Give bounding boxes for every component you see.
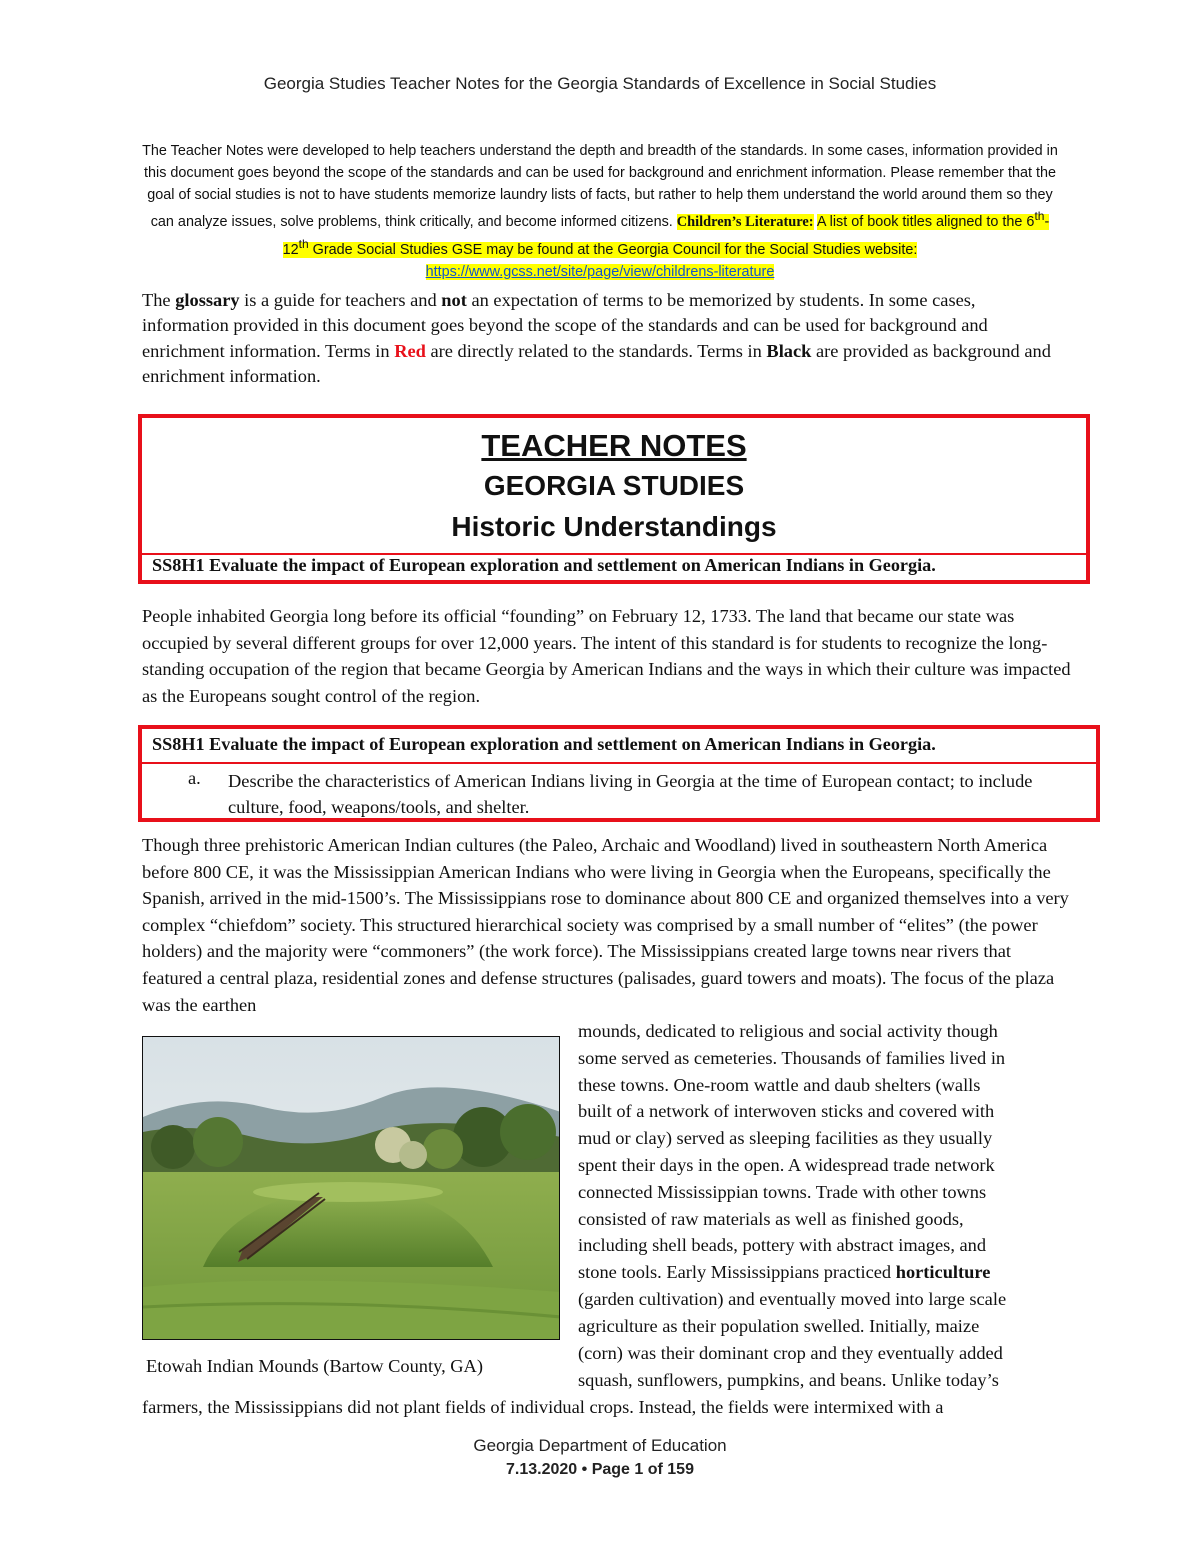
text-line: mud or clay) served as sleeping facilities as they usually — [578, 1128, 993, 1149]
element-a-text: Describe the characteristics of American Indians living in Georgia at the time of European contact; to include culture, food, weapons/tools, and shelter. — [228, 771, 1033, 817]
text-line — [578, 1259, 1078, 1286]
teacher-notes-heading: TEACHER NOTES — [481, 428, 747, 463]
superscript-th: th — [298, 236, 309, 251]
text-line: farmers, the Mississippians did not plant fields of individual crops. Instead, the fields were intermixed with a — [142, 1397, 944, 1417]
glossary-text: The — [142, 290, 176, 310]
childrens-literature-text-a: A list of book titles aligned to the 6 — [816, 214, 1035, 231]
standard-ss8h1-title: SS8H1 Evaluate the impact of European exploration and settlement on American Indians in Georgia. — [152, 734, 936, 754]
childrens-literature-text-c: Grade Social Studies GSE may be found at the Georgia Council for the Social Studies website: — [308, 241, 918, 258]
text-line: built of a network of interwoven sticks and covered with — [578, 1101, 995, 1122]
page-header-title: Georgia Studies Teacher Notes for the Georgia Standards of Excellence in Social Studies — [263, 74, 937, 93]
horticulture-term: horticulture — [895, 1262, 991, 1283]
text-line-part: stone tools. Early Mississippians practiced — [578, 1262, 896, 1283]
georgia-studies-heading: GEORGIA STUDIES — [483, 470, 745, 501]
etowah-mounds-photo — [142, 1036, 560, 1340]
text-line: some served as cemeteries. Thousands of families lived in — [578, 1047, 1006, 1068]
glossary-text: is a guide for teachers and — [239, 290, 442, 310]
glossary-text: an expectation of terms to be memorized by students. In some cases, information provided in this document goes beyond the scope of the standards and can be used for background and enrichment information. Terms in — [142, 290, 988, 361]
text-line: these towns. One-room wattle and daub shelters (walls — [578, 1074, 981, 1095]
glossary-bold-not: not — [441, 290, 467, 310]
text-line: squash, sunflowers, pumpkins, and beans. Unlike today’s — [578, 1370, 999, 1390]
text-line: consisted of raw materials as well as finished goods, — [578, 1208, 964, 1229]
glossary-text: are directly related to the standards. Terms in — [425, 340, 767, 361]
text-line: (corn) was their dominant crop and they eventually added — [578, 1342, 1003, 1363]
glossary-black-term: Black — [766, 340, 812, 361]
mississippian-paragraph: Though three prehistoric American Indian cultures (the Paleo, Archaic and Woodland) lived in southeastern North America before 800 CE, it was the Mississippian American Indians who were living in Georgia when the Europeans, specifically the Spanish, arrived in the mid-1500’s. The Mississippians rose to dominance about 800 CE and organized themselves into a very complex “chiefdom” society. This structured hierarchical society was comprised by a small number of “elites” (the power holders) and the majority were “commoners” (the work force). The Mississippians created large towns near rivers that featured a central plaza, residential zones and defense structures (palisades, guard towers and moats). The focus of the plaza was the earthen — [142, 835, 1069, 1015]
childrens-literature-text-b: -12 — [282, 214, 1050, 258]
glossary-bold-term: glossary — [175, 290, 240, 310]
glossary-text: are provided as background and enrichment information. — [142, 340, 1051, 387]
teacher-notes-title-box — [138, 414, 1090, 584]
glossary-red-term: Red — [394, 340, 426, 361]
wrapped-text-column — [578, 1018, 1078, 1366]
text-line: spent their days in the open. A widespread trade network — [578, 1154, 995, 1175]
intro-paragraph: People inhabited Georgia long before its official “founding” on February 12, 1733. The land that became our state was occupied by several different groups for over 12,000 years. The intent of this standard is for students to recognize the long-standing occupation of the region that became Georgia by American Indians and the ways in which their culture was impacted as the Europeans sought control of the region. — [142, 606, 1071, 706]
intro-note — [140, 141, 1060, 283]
text-line: mounds, dedicated to religious and social activity though — [578, 1021, 998, 1041]
footer-page-info: 7.13.2020 • Page 1 of 159 — [506, 1461, 694, 1478]
element-a-label: a. — [188, 768, 201, 788]
standard-ss8h1-heading: SS8H1 Evaluate the impact of European exploration and settlement on American Indians in Georgia. — [152, 555, 936, 575]
text-line: agriculture as their population swelled. Initially, maize — [578, 1315, 980, 1336]
superscript-th: th — [1034, 209, 1045, 224]
text-line: connected Mississippian towns. Trade with other towns — [578, 1181, 987, 1202]
text-line: including shell beads, pottery with abstract images, and — [578, 1235, 987, 1256]
photo-caption: Etowah Indian Mounds (Bartow County, GA) — [146, 1356, 483, 1376]
childrens-literature-link[interactable]: https://www.gcss.net/site/page/view/childrens-literature — [425, 263, 775, 280]
intro-text: The Teacher Notes were developed to help teachers understand the depth and breadth of the standards. In some cases, information provided in this document goes beyond the scope of the standards and can be used for background and enrichment information. Please remember that the goal of social studies is not to have students memorize laundry lists of facts, but rather to help them understand the world around them so they can analyze issues, solve problems, think critically, and become informed citizens. — [142, 143, 1058, 231]
standard-element-box — [138, 725, 1100, 822]
historic-understandings-heading: Historic Understandings — [451, 511, 777, 542]
footer-department: Georgia Department of Education — [473, 1436, 727, 1455]
childrens-literature-label: Children’s Literature: — [676, 214, 814, 231]
glossary-note — [142, 288, 1062, 390]
text-line: (garden cultivation) and eventually moved into large scale — [578, 1288, 1007, 1309]
